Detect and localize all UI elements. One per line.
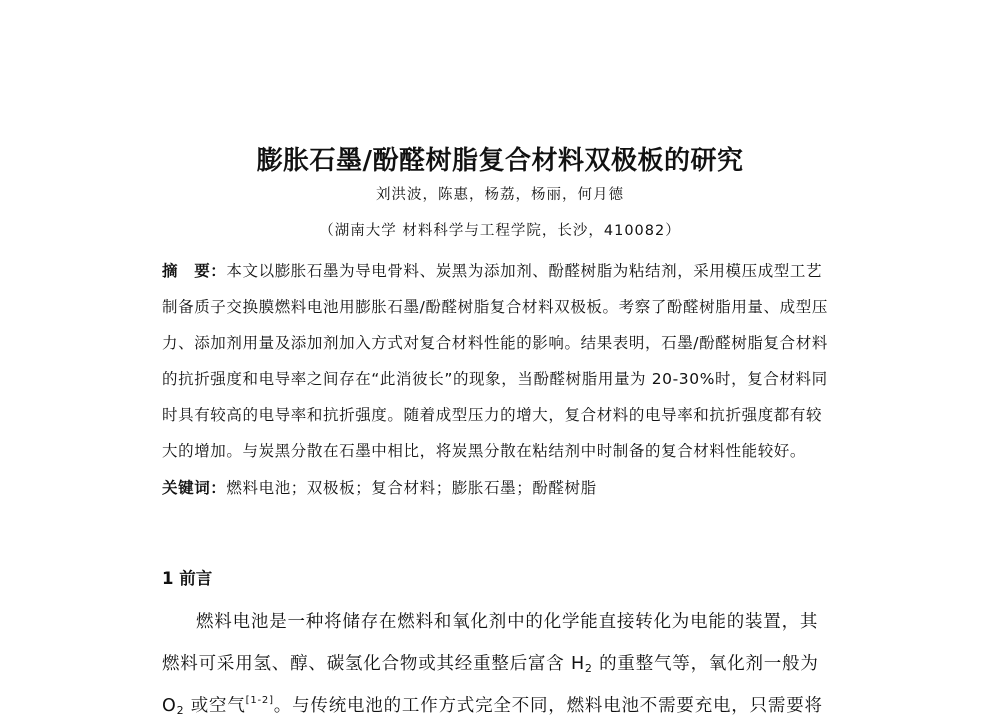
abstract-label: 摘 要： <box>162 262 227 280</box>
abstract-text: 本文以膨胀石墨为导电骨料、炭黑为添加剂、酚醛树脂为粘结剂，采用模压成型工艺 <box>226 262 823 280</box>
paper-authors: 刘洪波，陈惠，杨荔，杨丽，何月德 <box>376 187 624 203</box>
abstract-line-1 <box>162 259 858 281</box>
paper-title: 膨胀石墨/酚醛树脂复合材料双极板的研究 <box>256 146 744 176</box>
keywords-label: 关键词： <box>162 479 227 497</box>
keywords-text: 燃料电池；双极板；复合材料；膨胀石墨；酚醛树脂 <box>226 479 597 497</box>
body-text: O <box>162 696 177 716</box>
keywords-line <box>162 476 858 498</box>
body-line-1: 燃料电池是一种将储存在燃料和氧化剂中的化学能直接转化为电能的装置，其 <box>196 612 819 632</box>
paper-affiliation: （湖南大学 材料科学与工程学院，长沙，410082） <box>319 223 681 239</box>
subscript: 2 <box>176 704 185 717</box>
abstract-line-2: 制备质子交换膜燃料电池用膨胀石墨/酚醛树脂复合材料双极板。考察了酚醛树脂用量、成型压 <box>162 298 828 316</box>
body-line-2 <box>162 650 858 675</box>
body-text: 的重整气等，氧化剂一般为 <box>592 654 819 674</box>
abstract-line-6: 大的增加。与炭黑分散在石墨中相比，将炭黑分散在粘结剂中时制备的复合材料性能较好。 <box>162 442 807 460</box>
subscript: 2 <box>584 662 593 675</box>
body-text: 或空气 <box>184 696 246 716</box>
section-heading: 1 前言 <box>162 569 213 588</box>
abstract-line-5: 时具有较高的电导率和抗折强度。随着成型压力的增大，复合材料的电导率和抗折强度都有较 <box>162 406 823 424</box>
abstract-line-3: 力、添加剂用量及添加剂加入方式对复合材料性能的影响。结果表明，石墨/酚醛树脂复合材料 <box>162 334 828 352</box>
abstract-line-4: 的抗折强度和电导率之间存在“此消彼长”的现象，当酚醛树脂用量为 20-30%时，复合材料同 <box>162 370 828 388</box>
body-text: 。与传统电池的工作方式完全不同，燃料电池不需要充电，只需要将 <box>273 696 823 716</box>
citation: [1-2] <box>245 695 274 706</box>
body-line-3 <box>162 692 858 717</box>
body-text: 燃料可采用氢、醇、碳氢化合物或其经重整后富含 H <box>162 654 585 674</box>
